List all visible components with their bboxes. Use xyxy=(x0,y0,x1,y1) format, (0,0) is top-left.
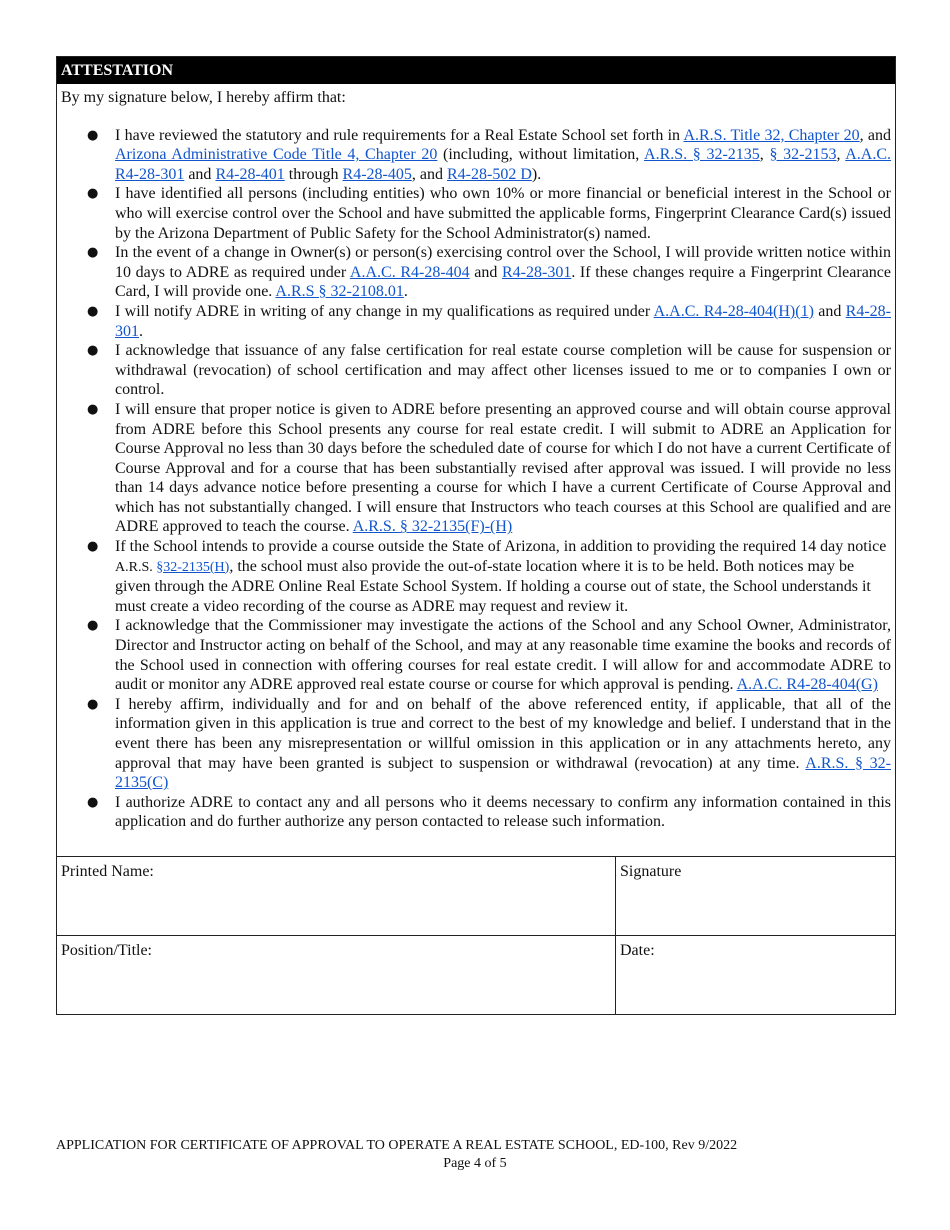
printed-name-label: Printed Name: xyxy=(61,862,154,880)
attestation-section xyxy=(56,56,896,1015)
item-text: A.R.S. xyxy=(115,559,157,575)
page-footer xyxy=(56,1137,894,1173)
link-r4-28-301[interactable]: R4-28-301 xyxy=(501,263,572,281)
link-aac-r4-28-404-h-1[interactable]: A.A.C. R4-28-404(H)(1) xyxy=(653,302,814,320)
link-r4-28-502-d[interactable]: R4-28-502 D xyxy=(446,165,532,183)
position-title-field[interactable] xyxy=(57,935,616,1014)
link-ars-32-2135[interactable]: A.R.S. § 32-2135 xyxy=(644,146,760,164)
item-text: I acknowledge that the Commissioner may investigate the actions of the School and any School Owner, Administrator, Director and Instructor acting on behalf of the School, and may at any reasonable time examine the books and records of the School used in connection with offering courses for real estate credit. I will allow for and accommodate ADRE to audit or monitor any ADRE approved real estate course or course for which approval is pending. xyxy=(115,617,891,694)
link-r4-28-401[interactable]: R4-28-401 xyxy=(215,165,285,183)
item-text: . If these changes require a Fingerprint Clearance Card, I will provide one. xyxy=(115,263,892,301)
item-text: I have reviewed the statutory and rule requirements for a Real Estate School set forth in xyxy=(115,126,684,144)
item-text: , the school must also provide the out-of-state location where it is to be held. Both notices may be given through the ADRE Online Real Estate School System. If holding a course out of state, the School understands it must create a video recording of the course as ADRE may request and review it. xyxy=(115,557,871,615)
link-r4-28-405[interactable]: R4-28-405 xyxy=(342,165,412,183)
item-text: . xyxy=(139,322,143,340)
item-text: I have identified all persons (including entities) who own 10% or more financial or beneficial interest in the School or who will exercise control over the School and have submitted the applicable forms, Fingerprint Clearance Card(s) issued by the Arizona Department of Public Safety for the School Administrator(s) named. xyxy=(115,185,891,242)
list-item xyxy=(115,695,891,793)
date-field[interactable] xyxy=(616,935,896,1014)
link-aac-r4-28-301[interactable]: A.A.C. R4-28-301 xyxy=(115,146,892,183)
item-text: (including, without limitation, xyxy=(437,146,645,164)
item-text: , xyxy=(836,146,846,164)
form-title: APPLICATION FOR CERTIFICATE OF APPROVAL TO OPERATE A REAL ESTATE SCHOOL, ED-100, Rev 9/2022 xyxy=(56,1138,738,1153)
attestation-list xyxy=(57,126,895,856)
signature-label: Signature xyxy=(620,862,682,880)
section-title: ATTESTATION xyxy=(57,57,895,84)
signature-table xyxy=(57,856,895,1014)
item-text: and xyxy=(184,165,216,183)
link-aac-r4-28-404[interactable]: A.A.C. R4-28-404 xyxy=(349,263,470,281)
list-item xyxy=(115,793,891,832)
item-text: through xyxy=(284,165,343,183)
item-text: , and xyxy=(859,126,891,144)
list-item xyxy=(115,243,891,302)
link-aac-title-4-ch-20[interactable]: Arizona Administrative Code Title 4, Chapter 20 xyxy=(115,146,438,164)
link-r4-28-301[interactable]: R4-28-301 xyxy=(115,302,891,340)
list-item xyxy=(115,184,891,243)
item-text: In the event of a change in Owner(s) or person(s) exercising control over the School, I will provide written notice within 10 days to ADRE as required under xyxy=(115,244,891,281)
page-number: Page 4 of 5 xyxy=(443,1156,507,1171)
link-ars-32-2153[interactable]: § 32-2153 xyxy=(769,146,837,164)
link-aac-r4-28-404-g[interactable]: A.A.C. R4-28-404(G) xyxy=(736,676,878,694)
list-item xyxy=(115,537,891,616)
item-text: I acknowledge that issuance of any false certification for real estate course completion will be cause for suspension or withdrawal (revocation) of school certification and may affect other licenses issued to me or to companies I own or control. xyxy=(115,342,891,399)
link-ars-title-32-ch-20[interactable]: A.R.S. Title 32, Chapter 20 xyxy=(683,126,860,144)
item-text: I will notify ADRE in writing of any change in my qualifications as required under xyxy=(115,302,654,320)
position-title-label: Position/Title: xyxy=(61,941,152,959)
list-item xyxy=(115,341,891,400)
list-item xyxy=(115,126,891,185)
link-ars-32-2135-f-h[interactable]: A.R.S. § 32-2135(F)-(H) xyxy=(352,518,513,536)
item-text: ). xyxy=(531,165,542,183)
item-text: , and xyxy=(411,165,447,183)
item-text: , xyxy=(759,146,770,164)
link-ars-32-2108-01[interactable]: A.R.S § 32-2108.01 xyxy=(275,283,404,301)
list-item xyxy=(115,616,891,694)
printed-name-field[interactable] xyxy=(57,856,616,935)
item-text: I will ensure that proper notice is given to ADRE before presenting an approved course and will obtain course approval from ADRE before this School presents any course for real estate credit. I will submit to ADRE an Application for Course Approval no less than 30 days before the scheduled date of course for which I do not have a current Certificate of Course Approval and for a course that has been substantially revised after approval was issued. I will provide no less than 14 days advance notice before presenting a course for which I have a current Certificate of Course Approval and which has not substantially changed. I will ensure that Instructors who teach courses at this School are qualified and are ADRE approved to teach the course. xyxy=(115,400,891,536)
link-ars-32-2135-c[interactable]: A.R.S. § 32-2135(C) xyxy=(115,754,892,792)
item-text: If the School intends to provide a course outside the State of Arizona, in addition to providing the required 14 day notice xyxy=(115,538,887,556)
signature-field[interactable] xyxy=(616,856,896,935)
item-text: I hereby affirm, individually and for and on behalf of the above referenced entity, if applicable, that all of the information given in this application is true and correct to the best of my knowledge and belief. I understand that in the event there has been any misrepresentation or willful omission in this application or in any attachments hereto, any approval that may have been granted is subject to suspension or withdrawal (revocation) at any time. xyxy=(115,695,891,772)
link-ars-32-2135-h[interactable]: §32-2135(H) xyxy=(156,559,230,575)
intro-text: By my signature below, I hereby affirm that: xyxy=(61,89,346,106)
list-item xyxy=(115,302,891,341)
item-text: I authorize ADRE to contact any and all persons who it deems necessary to confirm any information contained in this application and do further authorize any person contacted to release such information. xyxy=(115,793,891,831)
item-text: and xyxy=(469,263,502,281)
item-text: . xyxy=(403,283,408,301)
item-text: and xyxy=(813,302,846,320)
date-label: Date: xyxy=(620,941,655,959)
list-item xyxy=(115,400,891,537)
